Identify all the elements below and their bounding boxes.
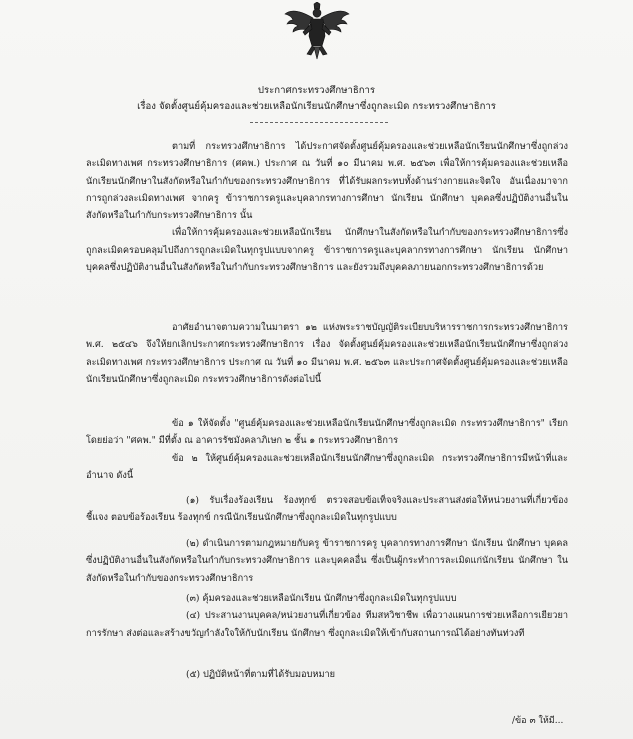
duty-3: (๓) คุ้มครองและช่วยเหลือนักเรียน นักศึกษาซึ่งถูกละเมิดในทุกรูปแบบ bbox=[186, 593, 457, 604]
duty-5: (๕) ปฏิบัติหน้าที่ตามที่ได้รับมอบหมาย bbox=[186, 669, 336, 680]
duty-1: (๑) รับเรื่องร้องเรียน ร้องทุกข์ ตรวจสอบข้อเท็จจริงและประสานส่งต่อให้หน่วยงานที่เกี่ยวข้อง ชี้แจง ตอบข้อร้องเรียน ร้องทุกข์ กรณีนักเรียนนักศึกษาซึ่งถูกละเมิดในทุกรูปแบบ bbox=[86, 495, 568, 524]
clause-2: ข้อ ๒ ให้ศูนย์คุ้มครองและช่วยเหลือนักเรียนนักศึกษาซึ่งถูกละเมิด กระทรวงศึกษาธิการมีหน้าที่และอำนาจ ดังนี้ bbox=[86, 452, 568, 481]
body-text bbox=[86, 138, 568, 276]
paragraph-authority: อาศัยอำนาจตามความในมาตรา ๑๒ แห่งพระราชบัญญัติระเบียบบริหารราชการกระทรวงศึกษาธิการ พ.ศ. ๒๕๔๖ จึงให้ยกเลิกประกาศกระทรวงศึกษาธิการ เรื่อง จัดตั้งศูนย์คุ้มครองและช่วยเหลือนักเรียนนักศึกษาซึ่งถูกล่วงละเมิดทางเพศ กระทรวงศึกษาธิการ ประกาศ ณ วันที่ ๑๐ มีนาคม พ.ศ. ๒๕๖๓ และประกาศจัดตั้งศูนย์คุ้มครองและช่วยเหลือนักเรียนนักศึกษาซึ่งถูกละเมิด กระทรวงศึกษาธิการดังต่อไปนี้ bbox=[86, 322, 568, 385]
body-text-authority bbox=[86, 319, 568, 388]
paragraph-purpose: เพื่อให้การคุ้มครองและช่วยเหลือนักเรียน นักศึกษาในสังกัดหรือในกำกับของกระทรวงศึกษาธิการซึ่งถูกละเมิดครอบคลุมไปถึงการถูกละเมิดในทุกรูปแบบจากครู ข้าราชการครูและบุคลากรทางการศึกษา นักเรียน นักศึกษา บุคคลซึ่งปฏิบัติงานอื่นในสังกัดหรือในกำกับกระทรวงศึกษาธิการ และยังรวมถึงบุคคลภายนอกกระทรวงศึกษาธิการด้วย bbox=[86, 227, 568, 274]
announcement-subject: เรื่อง จัดตั้งศูนย์คุ้มครองและช่วยเหลือนักเรียนนักศึกษาซึ่งถูกละเมิด กระทรวงศึกษาธิการ bbox=[137, 101, 496, 112]
page-continuation: /ข้อ ๓ ให้มี... bbox=[512, 716, 564, 726]
duty-4: (๔) ประสานงานบุคคล/หน่วยงานที่เกี่ยวข้อง ทีมสหวิชาชีพ เพื่อวางแผนการช่วยเหลือการเยียวยา การรักษา ส่งต่อและสร้างขวัญกำลังใจให้กับนักเรียน นักศึกษา ซึ่งถูกละเมิดให้เข้ากับสถานการณ์ได้อย่างทันท่วงที bbox=[86, 610, 568, 639]
garuda-emblem-icon bbox=[283, 2, 351, 60]
body-text-duty-5 bbox=[86, 666, 568, 683]
clause-1: ข้อ ๑ ให้จัดตั้ง "ศูนย์คุ้มครองและช่วยเหลือนักเรียนนักศึกษาซึ่งถูกละเมิด กระทรวงศึกษาธิการ" เรียกโดยย่อว่า "ศคพ." มีที่ตั้ง ณ อาคารรัชมังคลาภิเษก ๒ ชั้น ๑ กระทรวงศึกษาธิการ bbox=[86, 418, 568, 447]
body-text-duty-2 bbox=[86, 535, 568, 587]
announcement-heading: ประกาศกระทรวงศึกษาธิการ bbox=[257, 85, 376, 96]
duty-2: (๒) ดำเนินการตามกฎหมายกับครู ข้าราชการครู บุคลากรทางการศึกษา นักเรียน นักศึกษา บุคคลซึ่งปฏิบัติงานอื่นในสังกัดหรือในกำกับกระทรวงศึกษาธิการ และบุคคลอื่น ซึ่งเป็นผู้กระทำการละเมิดแก่นักเรียน นักศึกษา ในสังกัดหรือในกำกับของกระทรวงศึกษาธิการ bbox=[86, 538, 568, 584]
paragraph-background: ตามที่ กระทรวงศึกษาธิการ ได้ประกาศจัดตั้งศูนย์คุ้มครองและช่วยเหลือนักเรียนนักศึกษาซึ่งถูกล่วงละเมิดทางเพศ กระทรวงศึกษาธิการ (ศคพ.) ประกาศ ณ วันที่ ๑๐ มีนาคม พ.ศ. ๒๕๖๓ เพื่อให้การคุ้มครองและช่วยเหลือนักเรียนนักศึกษาในสังกัดหรือในกำกับของกระทรวงศึกษาธิการ ที่ได้รับผลกระทบทั้งด้านร่างกายและจิตใจ อันเนื่องมาจากการถูกล่วงละเมิดทางเพศ จากครู ข้าราชการครูและบุคลากรทางการศึกษา นักเรียน นักศึกษา บุคคลซึ่งปฏิบัติงานอื่นในสังกัดหรือในกำกับกระทรวงศึกษาธิการ นั้น bbox=[86, 141, 568, 222]
body-text-duty-3 bbox=[86, 590, 568, 642]
body-text-duties bbox=[86, 492, 568, 527]
body-text-clauses bbox=[86, 415, 568, 484]
divider bbox=[250, 122, 388, 123]
